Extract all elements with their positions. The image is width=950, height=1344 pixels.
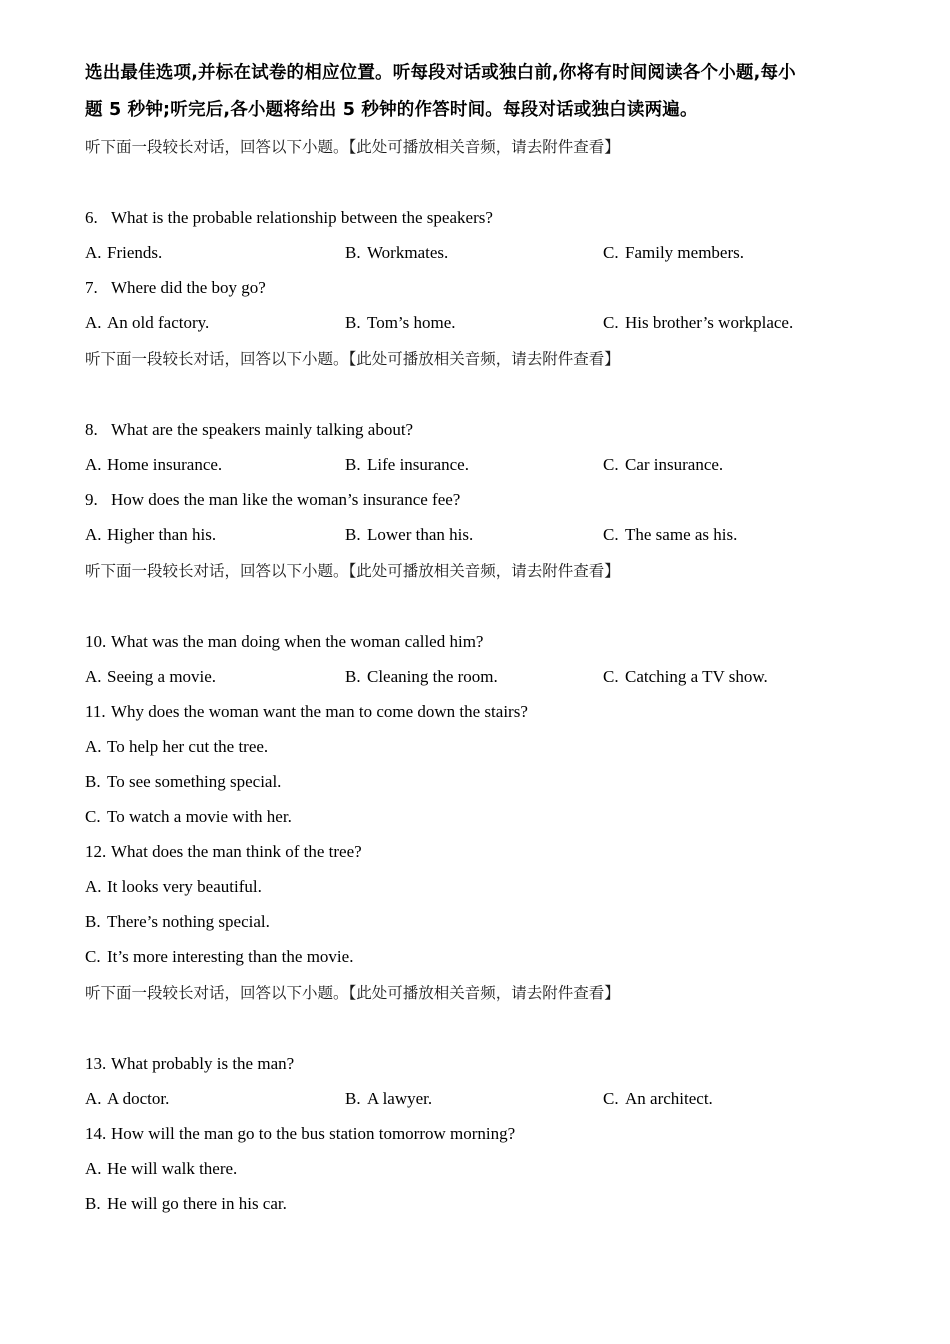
option-row bbox=[85, 1081, 890, 1116]
question-number: 6. bbox=[85, 208, 98, 227]
option-letter: B. bbox=[345, 455, 361, 474]
option-text: His brother’s workplace. bbox=[625, 313, 794, 332]
question-body: Where did the boy go? bbox=[111, 278, 266, 297]
option-row bbox=[85, 447, 890, 482]
answer-option[interactable] bbox=[85, 447, 222, 482]
answer-option[interactable] bbox=[85, 235, 162, 270]
answer-option[interactable] bbox=[345, 517, 473, 552]
option-letter: A. bbox=[85, 667, 102, 686]
option-letter: A. bbox=[85, 1159, 102, 1178]
option-letter: A. bbox=[85, 313, 102, 332]
option-text: To see something special. bbox=[107, 772, 282, 791]
answer-option[interactable] bbox=[85, 799, 890, 834]
option-text: Cleaning the room. bbox=[367, 667, 498, 686]
option-letter: C. bbox=[85, 807, 101, 826]
option-text: To watch a movie with her. bbox=[107, 807, 292, 826]
question-text bbox=[85, 200, 890, 235]
question-body: What is the probable relationship between the speakers? bbox=[111, 208, 493, 227]
question-body: What was the man doing when the woman called him? bbox=[111, 632, 484, 651]
option-text: A doctor. bbox=[107, 1089, 170, 1108]
answer-option[interactable] bbox=[345, 659, 498, 694]
option-letter: A. bbox=[85, 737, 102, 756]
option-row bbox=[85, 305, 890, 340]
question-body: What does the man think of the tree? bbox=[111, 842, 362, 861]
option-letter: C. bbox=[603, 667, 619, 686]
answer-option[interactable] bbox=[85, 729, 890, 764]
question-text bbox=[85, 412, 890, 447]
listening-section bbox=[85, 132, 890, 340]
option-text: Higher than his. bbox=[107, 525, 217, 544]
section-instruction: 听下面一段较长对话，回答以下小题。【此处可播放相关音频，请去附件查看】 bbox=[85, 562, 620, 580]
option-text: Home insurance. bbox=[107, 455, 223, 474]
option-letter: C. bbox=[603, 455, 619, 474]
option-letter: B. bbox=[345, 667, 361, 686]
answer-option[interactable] bbox=[85, 659, 216, 694]
answer-option[interactable] bbox=[603, 659, 768, 694]
question-number: 11. bbox=[85, 702, 106, 721]
section-instruction: 听下面一段较长对话，回答以下小题。【此处可播放相关音频，请去附件查看】 bbox=[85, 350, 620, 368]
option-letter: B. bbox=[345, 1089, 361, 1108]
answer-option[interactable] bbox=[603, 305, 793, 340]
option-text: Workmates. bbox=[367, 243, 449, 262]
answer-option[interactable] bbox=[85, 305, 209, 340]
question-number: 10. bbox=[85, 632, 107, 651]
option-row bbox=[85, 235, 890, 270]
question-text bbox=[85, 270, 890, 305]
option-letter: B. bbox=[85, 1194, 101, 1213]
option-text: Car insurance. bbox=[625, 455, 724, 474]
option-letter: B. bbox=[85, 912, 101, 931]
section-spacer bbox=[85, 1008, 890, 1046]
answer-option[interactable] bbox=[85, 1151, 890, 1186]
option-letter: C. bbox=[603, 525, 619, 544]
answer-option[interactable] bbox=[603, 235, 744, 270]
answer-option[interactable] bbox=[603, 517, 737, 552]
question-text bbox=[85, 1116, 890, 1151]
question-number: 9. bbox=[85, 490, 98, 509]
question-body: How does the man like the woman’s insurance fee? bbox=[111, 490, 461, 509]
question-body: What probably is the man? bbox=[111, 1054, 295, 1073]
question-text bbox=[85, 482, 890, 517]
option-letter: A. bbox=[85, 525, 102, 544]
answer-option[interactable] bbox=[85, 904, 890, 939]
section-spacer bbox=[85, 162, 890, 200]
option-row bbox=[85, 659, 890, 694]
question-number: 14. bbox=[85, 1124, 107, 1143]
option-letter: B. bbox=[345, 313, 361, 332]
option-text: Family members. bbox=[625, 243, 744, 262]
option-text: It looks very beautiful. bbox=[107, 877, 262, 896]
option-text: An old factory. bbox=[107, 313, 210, 332]
option-text: It’s more interesting than the movie. bbox=[107, 947, 354, 966]
answer-option[interactable] bbox=[85, 517, 216, 552]
answer-option[interactable] bbox=[345, 1081, 432, 1116]
option-text: Seeing a movie. bbox=[107, 667, 217, 686]
question-body: Why does the woman want the man to come down the stairs? bbox=[111, 702, 528, 721]
question-text bbox=[85, 1046, 890, 1081]
option-letter: C. bbox=[603, 313, 619, 332]
option-letter: A. bbox=[85, 877, 102, 896]
option-letter: C. bbox=[603, 1089, 619, 1108]
answer-option[interactable] bbox=[603, 1081, 713, 1116]
option-text: He will go there in his car. bbox=[107, 1194, 287, 1213]
option-row bbox=[85, 517, 890, 552]
answer-option[interactable] bbox=[345, 235, 448, 270]
section-spacer bbox=[85, 374, 890, 412]
listening-section bbox=[85, 978, 890, 1221]
option-text: Friends. bbox=[107, 243, 163, 262]
option-letter: A. bbox=[85, 1089, 102, 1108]
answer-option[interactable] bbox=[85, 939, 890, 974]
option-letter: B. bbox=[345, 243, 361, 262]
option-letter: C. bbox=[603, 243, 619, 262]
option-text: Catching a TV show. bbox=[625, 667, 768, 686]
answer-option[interactable] bbox=[85, 764, 890, 799]
option-text: Life insurance. bbox=[367, 455, 469, 474]
question-number: 12. bbox=[85, 842, 107, 861]
section-spacer bbox=[85, 586, 890, 624]
option-text: A lawyer. bbox=[367, 1089, 433, 1108]
question-text bbox=[85, 624, 890, 659]
option-letter: A. bbox=[85, 455, 102, 474]
answer-option[interactable] bbox=[603, 447, 723, 482]
listening-section bbox=[85, 556, 890, 974]
option-text: Lower than his. bbox=[367, 525, 474, 544]
option-text: An architect. bbox=[625, 1089, 713, 1108]
question-text bbox=[85, 694, 890, 729]
option-text: He will walk there. bbox=[107, 1159, 238, 1178]
section-instruction: 听下面一段较长对话，回答以下小题。【此处可播放相关音频，请去附件查看】 bbox=[85, 138, 620, 156]
option-text: There’s nothing special. bbox=[107, 912, 270, 931]
question-number: 8. bbox=[85, 420, 98, 439]
option-text: Tom’s home. bbox=[367, 313, 456, 332]
answer-option[interactable] bbox=[85, 1186, 890, 1221]
answer-option[interactable] bbox=[85, 869, 890, 904]
answer-option[interactable] bbox=[345, 447, 469, 482]
option-text: The same as his. bbox=[625, 525, 738, 544]
option-letter: C. bbox=[85, 947, 101, 966]
listening-sections bbox=[85, 132, 890, 1221]
option-text: To help her cut the tree. bbox=[107, 737, 269, 756]
question-text bbox=[85, 834, 890, 869]
section-instruction: 听下面一段较长对话，回答以下小题。【此处可播放相关音频，请去附件查看】 bbox=[85, 984, 620, 1002]
answer-option[interactable] bbox=[85, 1081, 169, 1116]
question-number: 13. bbox=[85, 1054, 107, 1073]
question-number: 7. bbox=[85, 278, 98, 297]
directions-line-1: 选出最佳选项,并标在试卷的相应位置。听每段对话或独白前,你将有时间阅读各个小题,每小 bbox=[85, 63, 796, 83]
listening-section bbox=[85, 344, 890, 552]
option-letter: A. bbox=[85, 243, 102, 262]
answer-option[interactable] bbox=[345, 305, 456, 340]
question-body: What are the speakers mainly talking about? bbox=[111, 420, 414, 439]
directions-line-2: 题 5 秒钟;听完后,各小题将给出 5 秒钟的作答时间。每段对话或独白读两遍。 bbox=[85, 100, 698, 120]
question-body: How will the man go to the bus station tomorrow morning? bbox=[111, 1124, 516, 1143]
option-letter: B. bbox=[345, 525, 361, 544]
option-letter: B. bbox=[85, 772, 101, 791]
